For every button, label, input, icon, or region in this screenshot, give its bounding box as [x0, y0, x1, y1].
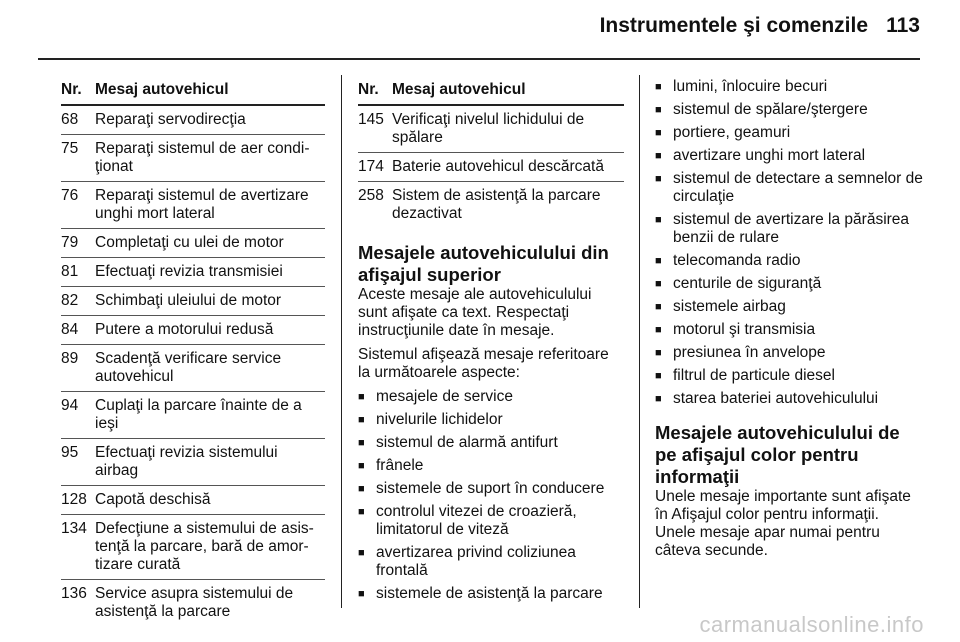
table2-header-nr: Nr.	[358, 81, 379, 98]
bullet-square-icon: ■	[358, 391, 365, 403]
column-3	[655, 78, 923, 566]
bullet-square-icon: ■	[655, 393, 662, 405]
list-item	[358, 503, 624, 539]
message-number: 174	[358, 158, 384, 175]
list-item-text: sistemul de spălare/ştergere	[673, 101, 868, 118]
list-item	[358, 388, 624, 406]
list-item	[358, 457, 624, 475]
column-1	[61, 81, 325, 626]
message-text: Reparaţi servodirecţia	[95, 111, 246, 128]
message-number: 84	[61, 321, 79, 338]
list-item-text: sistemele de suport în conducere	[376, 480, 605, 497]
message-text: Putere a motorului redusă	[95, 321, 274, 338]
list-item	[655, 344, 923, 362]
list-item	[655, 147, 923, 165]
message-text: Defecţiune a sistemului de asis‐tenţă la parcare, bară de amor‐tizare curată	[95, 520, 314, 573]
message-text: Schimbaţi uleiului de motor	[95, 292, 282, 309]
list-item-text: avertizare unghi mort lateral	[673, 147, 866, 164]
section-heading-color-display: Mesajele autovehiculului de pe afişajul color pentru informaţii	[655, 422, 900, 487]
table-row	[61, 580, 325, 626]
list-item	[655, 78, 923, 96]
message-text: Reparaţi sistemul de aer condi‐ţionat	[95, 140, 310, 175]
list-item-text: avertizarea privind coliziunea frontală	[376, 544, 576, 579]
section2-paragraph: Unele mesaje importante sunt afişate în Afişajul color pentru informaţii. Unele mesaje apar numai pentru câteva secunde.	[655, 488, 911, 559]
bullet-square-icon: ■	[655, 214, 662, 226]
column-2	[358, 81, 624, 608]
list-item	[358, 480, 624, 498]
message-text: Reparaţi sistemul de avertizare unghi mort lateral	[95, 187, 309, 222]
list-item	[655, 298, 923, 316]
bullet-square-icon: ■	[655, 81, 662, 93]
table-row	[61, 182, 325, 229]
list-item	[655, 170, 923, 206]
table1-header	[61, 81, 325, 106]
list-item-text: telecomanda radio	[673, 252, 801, 269]
message-number: 79	[61, 234, 79, 251]
message-number: 68	[61, 111, 79, 128]
message-number: 81	[61, 263, 79, 280]
list-item	[655, 101, 923, 119]
table-row	[61, 439, 325, 486]
message-text: Capotă deschisă	[95, 491, 211, 508]
message-number: 258	[358, 187, 384, 204]
table-row	[61, 486, 325, 515]
list-item-text: sistemul de alarmă antifurt	[376, 434, 558, 451]
list-item	[655, 211, 923, 247]
table2-header-message: Mesaj autovehicul	[392, 81, 526, 98]
list-item-text: starea bateriei autovehiculului	[673, 390, 879, 407]
table-row	[61, 258, 325, 287]
list-item-text: centurile de siguranţă	[673, 275, 822, 292]
list-item-text: presiunea în anvelope	[673, 344, 826, 361]
message-text: Efectuaţi revizia transmisiei	[95, 263, 283, 280]
list-item-text: sistemele airbag	[673, 298, 786, 315]
message-text: Service asupra sistemului de asistenţă la parcare	[95, 585, 294, 620]
column-divider-1	[341, 75, 342, 608]
table2-header	[358, 81, 624, 106]
list-item	[655, 390, 923, 408]
list-item-text: mesajele de service	[376, 388, 513, 405]
message-number: 82	[61, 292, 79, 309]
table-row	[61, 392, 325, 439]
message-number: 95	[61, 444, 79, 461]
list-item	[655, 367, 923, 385]
bullet-square-icon: ■	[358, 547, 365, 559]
list-item-text: frânele	[376, 457, 424, 474]
list-item-text: controlul vitezei de croazieră, limitatorul de viteză	[376, 503, 577, 538]
section-paragraph-1: Aceste mesaje ale autovehiculului sunt afişate ca text. Respectaţi instrucţiunile date în mesaje.	[358, 286, 592, 339]
bullet-square-icon: ■	[655, 173, 662, 185]
list-item	[655, 275, 923, 293]
message-text: Verificaţi nivelul lichidului de spălare	[392, 111, 585, 146]
list-item	[358, 411, 624, 429]
bullet-square-icon: ■	[655, 324, 662, 336]
message-text: Cuplaţi la parcare înainte de a ieşi	[95, 397, 302, 432]
message-number: 94	[61, 397, 79, 414]
list-item-text: sistemul de avertizare la părăsirea benzii de rulare	[673, 211, 910, 246]
message-text: Scadenţă verificare service autovehicul	[95, 350, 282, 385]
bullet-square-icon: ■	[655, 278, 662, 290]
bullet-square-icon: ■	[655, 127, 662, 139]
bullet-square-icon: ■	[358, 414, 365, 426]
table-row	[358, 182, 624, 228]
page-number: 113	[886, 14, 920, 37]
table-row	[358, 153, 624, 182]
bullet-square-icon: ■	[655, 370, 662, 382]
list-item	[655, 124, 923, 142]
table-row	[61, 345, 325, 392]
list-item-text: motorul şi transmisia	[673, 321, 816, 338]
watermark-logo: carmanualsonline.info	[699, 612, 924, 637]
bullet-square-icon: ■	[655, 255, 662, 267]
list-item-text: sistemele de asistenţă la parcare	[376, 585, 603, 602]
bullet-square-icon: ■	[655, 301, 662, 313]
list-item	[358, 434, 624, 452]
list-item-text: lumini, înlocuire becuri	[673, 78, 828, 95]
header-divider	[38, 58, 920, 60]
message-number: 134	[61, 520, 87, 537]
list-item-text: sistemul de detectare a semnelor de circulaţie	[673, 170, 923, 205]
list-item	[655, 252, 923, 270]
bullet-square-icon: ■	[655, 104, 662, 116]
message-number: 76	[61, 187, 79, 204]
list-item	[358, 585, 624, 603]
table1-header-nr: Nr.	[61, 81, 82, 98]
table-row	[61, 287, 325, 316]
section1-bullet-list	[358, 388, 624, 603]
message-number: 89	[61, 350, 79, 367]
bullet-square-icon: ■	[358, 437, 365, 449]
list-item-text: filtrul de particule diesel	[673, 367, 835, 384]
message-text: Completaţi cu ulei de motor	[95, 234, 284, 251]
message-text: Efectuaţi revizia sistemului airbag	[95, 444, 278, 479]
table-row	[61, 515, 325, 580]
bullet-square-icon: ■	[358, 483, 365, 495]
section-paragraph-2: Sistemul afişează mesaje referitoare la următoarele aspecte:	[358, 346, 609, 381]
table-row	[61, 316, 325, 345]
message-text: Sistem de asistenţă la parcare dezactivat	[392, 187, 601, 222]
table1-body	[61, 106, 325, 626]
bullet-square-icon: ■	[358, 588, 365, 600]
table-row	[358, 106, 624, 153]
message-text: Baterie autovehicul descărcată	[392, 158, 604, 175]
table-row	[61, 106, 325, 135]
message-number: 136	[61, 585, 87, 602]
table-row	[61, 135, 325, 182]
message-number: 75	[61, 140, 79, 157]
column3-bullet-list	[655, 78, 923, 408]
message-number: 145	[358, 111, 384, 128]
list-item-text: nivelurile lichidelor	[376, 411, 503, 428]
message-number: 128	[61, 491, 87, 508]
section-heading-top-display: Mesajele autovehiculului din afişajul superior	[358, 242, 609, 285]
table1-header-message: Mesaj autovehicul	[95, 81, 229, 98]
bullet-square-icon: ■	[358, 460, 365, 472]
table-row	[61, 229, 325, 258]
list-item-text: portiere, geamuri	[673, 124, 791, 141]
bullet-square-icon: ■	[655, 150, 662, 162]
list-item	[655, 321, 923, 339]
list-item	[358, 544, 624, 580]
bullet-square-icon: ■	[358, 506, 365, 518]
page-header-title: Instrumentele şi comenzile	[599, 14, 868, 37]
table2-body	[358, 106, 624, 228]
bullet-square-icon: ■	[655, 347, 662, 359]
column-divider-2	[639, 75, 640, 608]
